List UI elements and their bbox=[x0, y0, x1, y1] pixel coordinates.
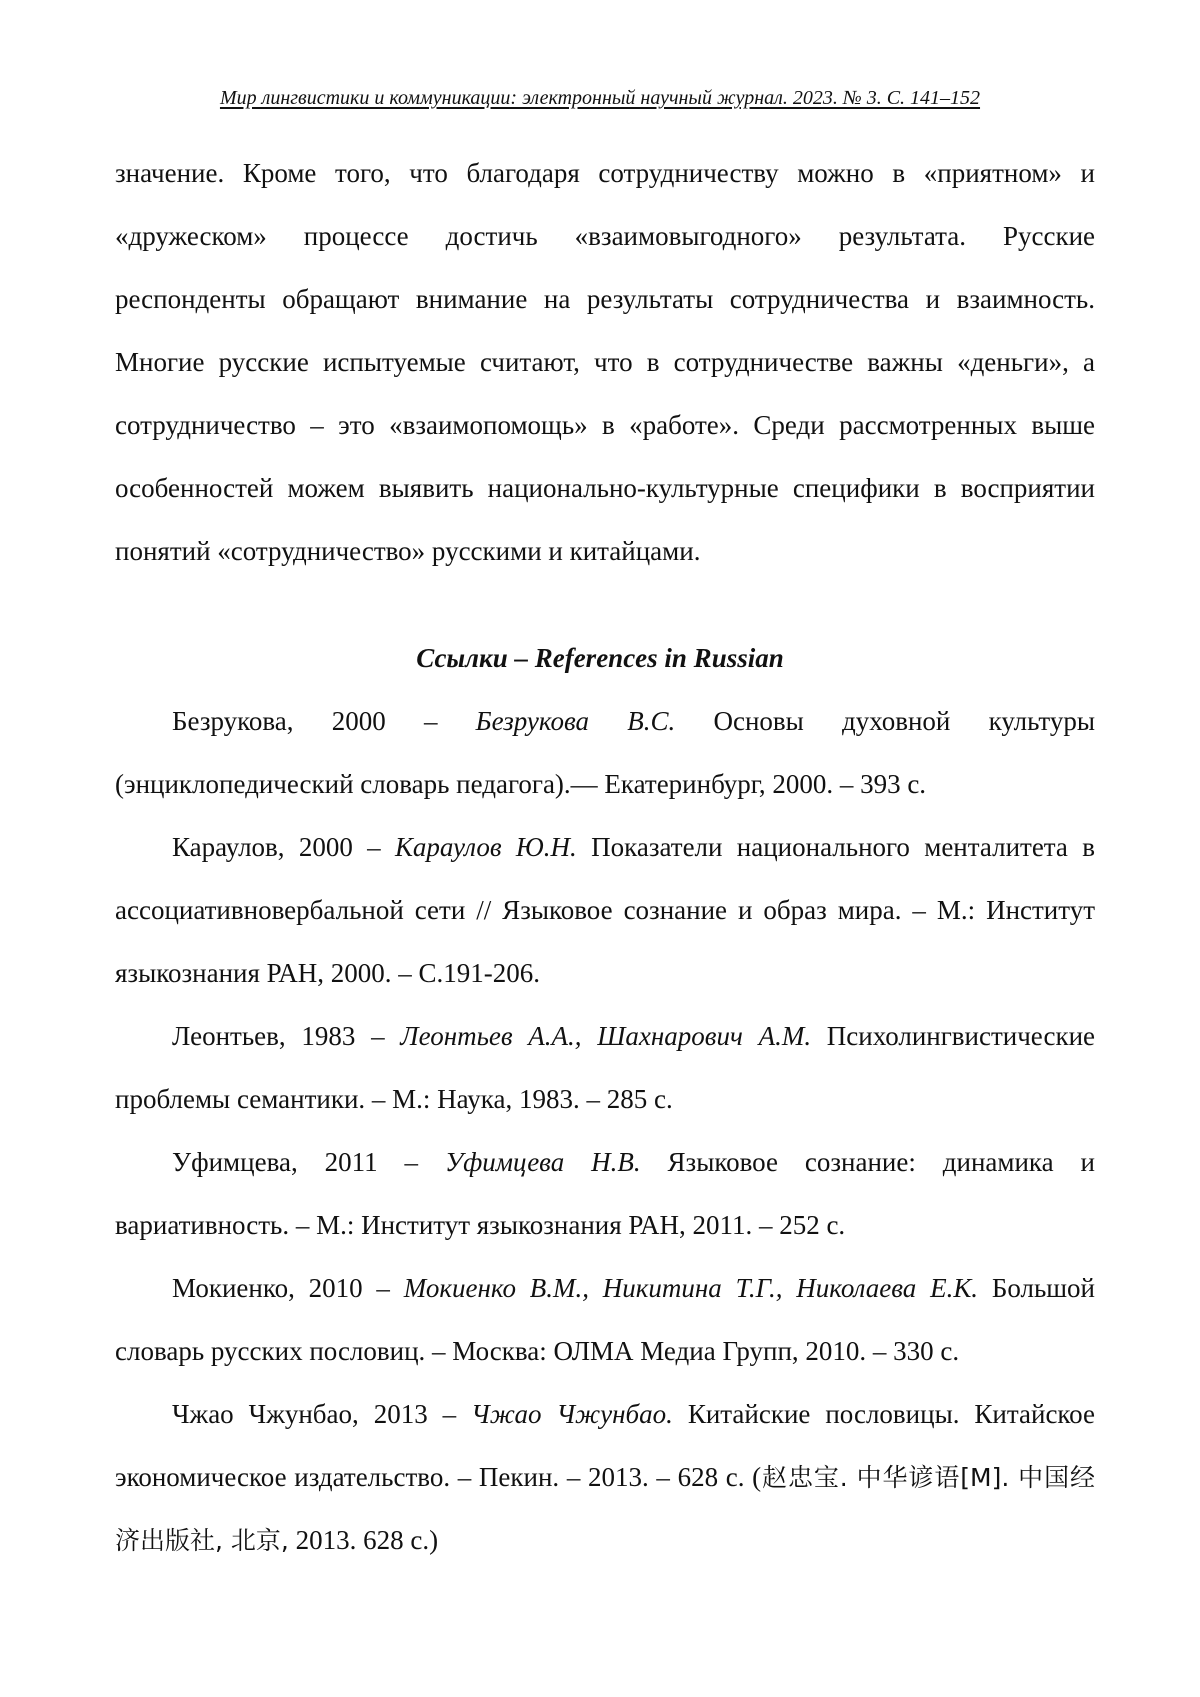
journal-header: Мир лингвистики и коммуникации: электронный научный журнал. 2023. № 3. С. 141–152 bbox=[219, 87, 981, 109]
reference-authors: Мокиенко В.М., Никитина Т.Г., Николаева Е.К. bbox=[403, 1273, 979, 1303]
reference-authors: Безрукова В.С. bbox=[475, 706, 676, 736]
reference-details: Показатели национального менталитета в ассоциативновербальной сети // Языковое сознание и образ мира. – М.: Институт языкознания РАН, 2000. – С.191-206. bbox=[115, 832, 1095, 988]
reference-item bbox=[115, 1383, 1095, 1572]
reference-key: Безрукова, 2000 – bbox=[172, 706, 476, 736]
reference-item bbox=[115, 816, 1095, 1005]
reference-authors: Леонтьев А.А., Шахнарович А.М. bbox=[400, 1021, 812, 1051]
reference-cjk-title: 赵忠宝. 中华谚语[M]. 中国经济出版社, 北京, bbox=[115, 1463, 1095, 1555]
reference-item bbox=[115, 1257, 1095, 1383]
reference-key: Чжао Чжунбао, 2013 – bbox=[172, 1399, 472, 1429]
reference-details: Китайские пословицы. Китайское экономическое издательство. – Пекин. – 2013. – 628 с. ( bbox=[115, 1399, 1095, 1492]
references-list bbox=[115, 690, 1095, 1572]
reference-authors: Караулов Ю.Н. bbox=[394, 832, 577, 862]
body-paragraph: значение. Кроме того, что благодаря сотрудничеству можно в «приятном» и «дружеском» процессе достичь «взаимовыгодного» результата. Русские респонденты обращают внимание на результаты сотрудничества и взаимность. Многие русские испытуемые считают, что в сотрудничестве важны «деньги», а сотрудничество – это «взаимопомощь» в «работе». Среди рассмотренных выше особенностей можем выявить национально-культурные специфики в восприятии понятий «сотрудничество» русскими и китайцами. bbox=[115, 158, 1095, 566]
reference-details: Большой словарь русских пословиц. – Москва: ОЛМА Медиа Групп, 2010. – 330 с. bbox=[115, 1273, 1095, 1366]
reference-details: Основы духовной культуры (энциклопедический словарь педагога).— Екатеринбург, 2000. – 393 с. bbox=[115, 706, 1095, 799]
reference-item bbox=[115, 690, 1095, 816]
reference-key: Леонтьев, 1983 – bbox=[172, 1021, 401, 1051]
reference-authors: Уфимцева Н.В. bbox=[444, 1147, 641, 1177]
reference-details: Языковое сознание: динамика и вариативность. – М.: Институт языкознания РАН, 2011. – 252 с. bbox=[115, 1147, 1095, 1240]
references-title: Ссылки – References in Russian bbox=[416, 643, 784, 673]
reference-item bbox=[115, 1131, 1095, 1257]
reference-item bbox=[115, 1005, 1095, 1131]
reference-key: Мокиенко, 2010 – bbox=[172, 1273, 404, 1303]
reference-key: Караулов, 2000 – bbox=[172, 832, 395, 862]
reference-tail: 2013. 628 c.) bbox=[288, 1525, 439, 1555]
reference-details: Психолингвистические проблемы семантики. – М.: Наука, 1983. – 285 с. bbox=[115, 1021, 1095, 1114]
reference-authors: Чжао Чжунбао. bbox=[471, 1399, 673, 1429]
reference-key: Уфимцева, 2011 – bbox=[172, 1147, 445, 1177]
